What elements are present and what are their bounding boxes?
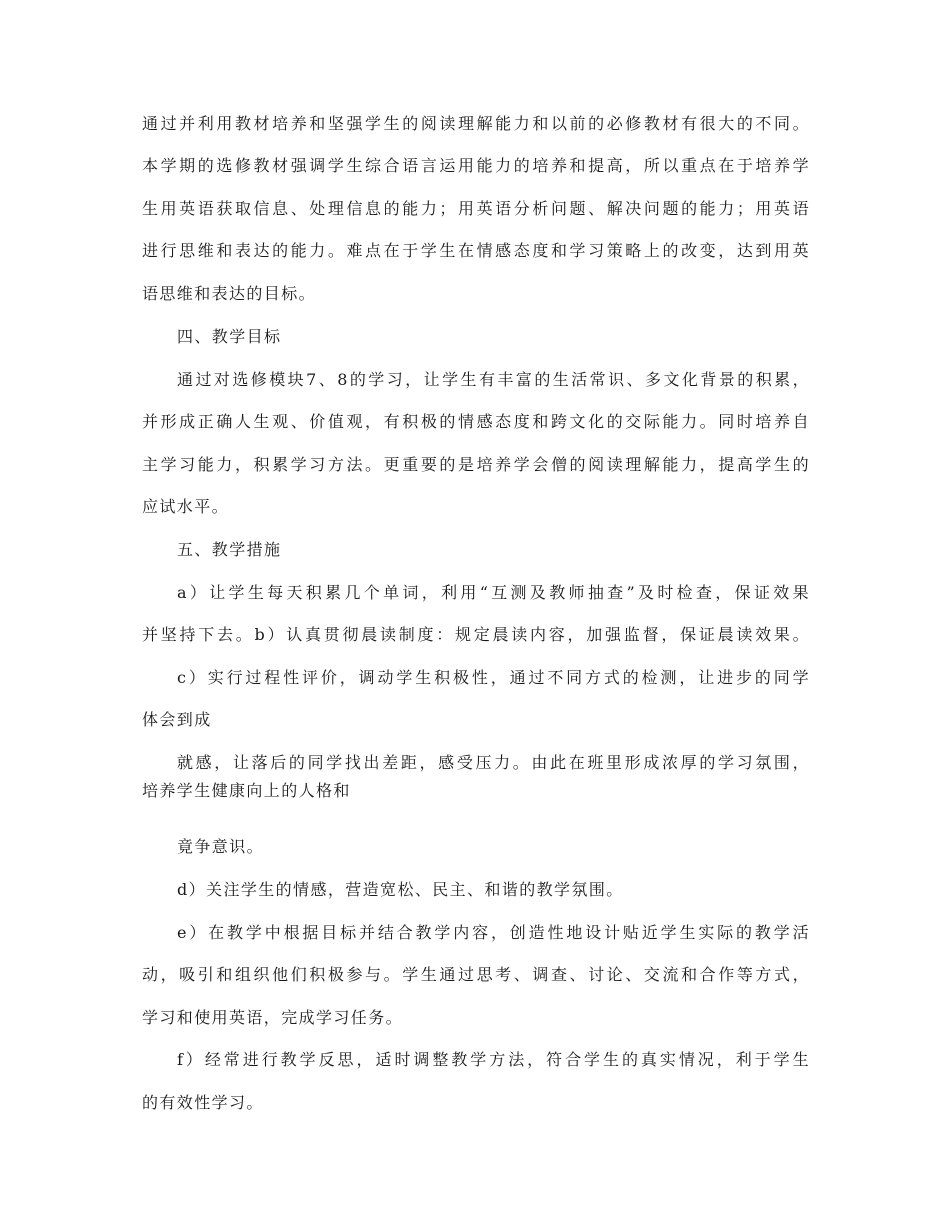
paragraph-line: 本学期的选修教材强调学生综合语言运用能力的培养和提高，所以重点在于培养学: [142, 156, 810, 175]
section-heading: 四、教学目标: [177, 327, 282, 346]
section-heading: 五、教学措施: [177, 540, 282, 559]
paragraph-line: 学习和使用英语，完成学习任务。: [142, 1008, 404, 1027]
paragraph-line: c）实行过程性评价，调动学生积极性，通过不同方式的检测，让进步的同学: [177, 668, 810, 687]
paragraph-line: 培养学生健康向上的人格和: [142, 781, 351, 800]
paragraph-line: 应试水平。: [142, 497, 230, 516]
paragraph-line: 通过并利用教材培养和坚强学生的阅读理解能力和以前的必修教材有很大的不同。: [142, 114, 810, 133]
paragraph-line: 进行思维和表达的能力。难点在于学生在情感态度和学习策略上的改变，达到用英: [142, 241, 810, 260]
paragraph-line: 通过对选修模块7、8的学习，让学生有丰富的生活常识、多文化背景的积累，: [177, 370, 810, 389]
paragraph-line: 生用英语获取信息、处理信息的能力；用英语分析问题、解决问题的能力；用英语: [142, 199, 810, 218]
paragraph-line: 并坚持下去。b）认真贯彻晨读制度：规定晨读内容，加强监督，保证晨读效果。: [142, 625, 810, 644]
paragraph-line: 竟争意识。: [177, 837, 265, 856]
paragraph-line: d）关注学生的情感，营造宽松、民主、和谐的教学氛围。: [177, 880, 624, 899]
paragraph-line: e）在教学中根据目标并结合教学内容，创造性地设计贴近学生实际的教学活: [177, 923, 810, 942]
paragraph-line: f）经常进行教学反思，适时调整教学方法，符合学生的真实情况，利于学生: [177, 1050, 810, 1069]
paragraph-line: 体会到成: [142, 710, 212, 729]
paragraph-line: 动，吸引和组织他们积极参与。学生通过思考、调查、讨论、交流和合作等方式，: [142, 965, 810, 984]
paragraph-line: 主学习能力，积累学习方法。更重要的是培养学会僧的阅读理解能力，提高学生的: [142, 455, 810, 474]
paragraph-line: 就感，让落后的同学找出差距，感受压力。由此在班里形成浓厚的学习氛围，: [177, 753, 810, 772]
paragraph-line: 并形成正确人生观、价值观，有积极的情感态度和跨文化的交际能力。同时培养自: [142, 412, 810, 431]
paragraph-line: a）让学生每天积累几个单词，利用“互测及教师抽查”及时检查，保证效果: [177, 583, 810, 602]
paragraph-line: 语思维和表达的目标。: [142, 284, 317, 303]
paragraph-line: 的有效性学习。: [142, 1093, 264, 1112]
